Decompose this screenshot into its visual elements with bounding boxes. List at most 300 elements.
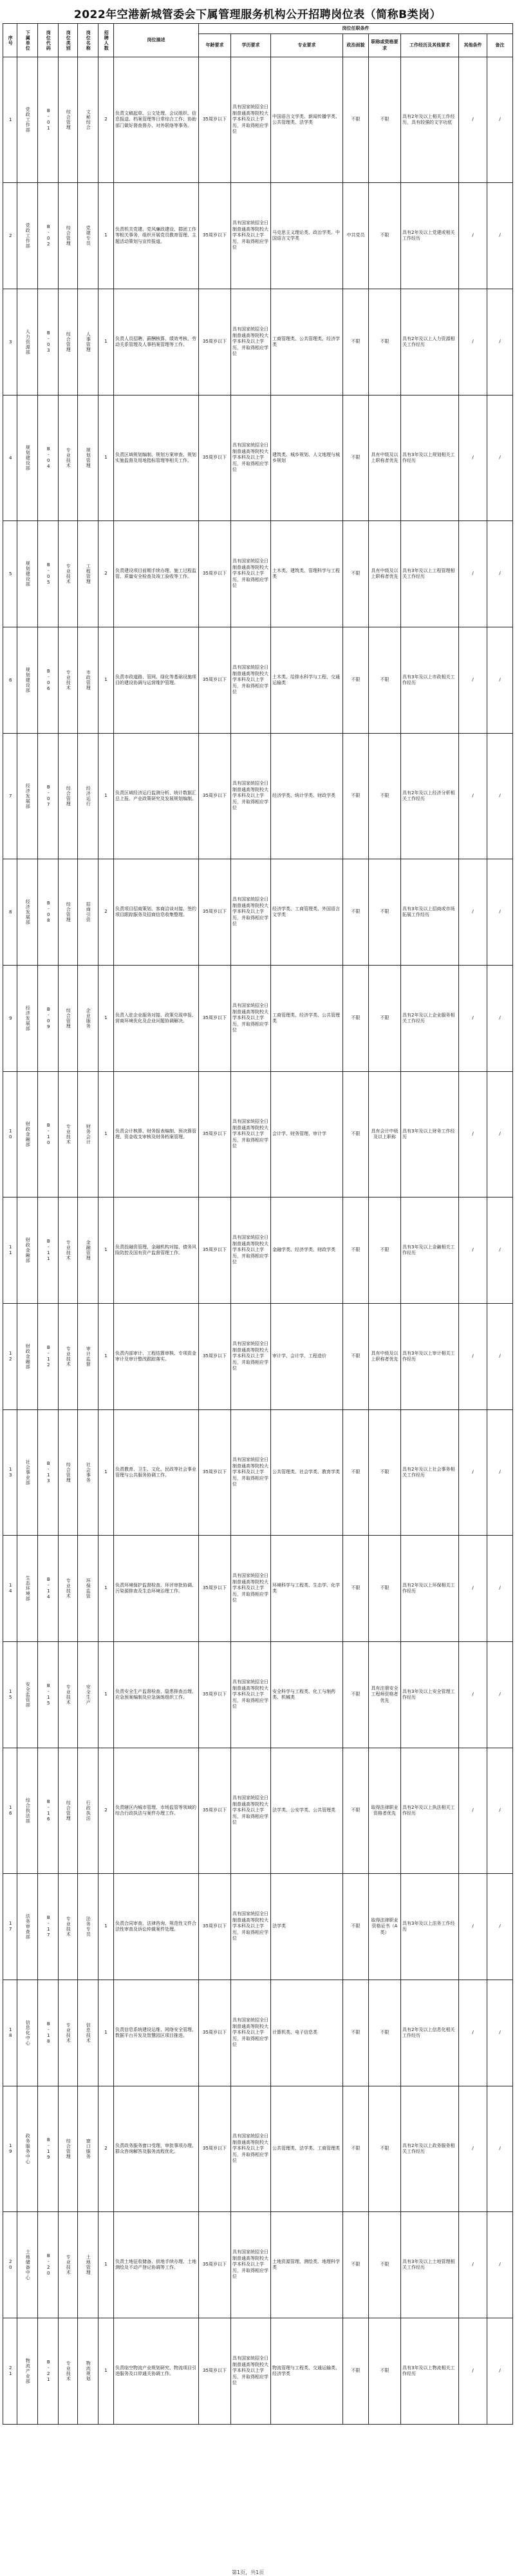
row-seq: 6	[3, 627, 17, 734]
header-political: 政治面貌	[343, 34, 369, 57]
header-note: 备注	[487, 34, 513, 57]
row-unit: 物流产业部	[17, 2318, 38, 2425]
row-other: /	[459, 1980, 487, 2086]
row-count: 2	[98, 1748, 114, 1874]
row-certificate: 不限	[369, 1536, 401, 1642]
row-note: /	[487, 627, 513, 734]
row-work-exp: 具有2年及以上企业服务相关工作经历	[401, 966, 459, 1072]
row-work-exp: 具有3年及以上法务工作经历	[401, 1874, 459, 1980]
row-count: 1	[98, 1197, 114, 1304]
row-post-name: 经济运行	[78, 734, 98, 859]
row-work-exp: 具有2年及以上执法相关工作经历	[401, 1748, 459, 1874]
row-education: 具有国家统招全日制普通高等院校大学本科及以上学历，并取得相应学位	[231, 521, 271, 627]
row-education: 具有国家统招全日制普通高等院校大学本科及以上学历，并取得相应学位	[231, 734, 271, 859]
row-unit: 社会事业部	[17, 1410, 38, 1536]
table-row	[3, 1748, 513, 1874]
row-note: /	[487, 734, 513, 859]
page-number: 第1页，共1页	[232, 2570, 265, 2575]
row-count: 1	[98, 1304, 114, 1410]
row-post-type: 综合管理	[59, 859, 78, 966]
row-political: 不限	[343, 1304, 369, 1410]
header-post-name: 岗位名称	[78, 24, 98, 57]
row-age: 35周岁以下	[199, 289, 231, 396]
row-note: /	[487, 1980, 513, 2086]
row-age: 35周岁以下	[199, 1197, 231, 1304]
row-post-name: 规划管理	[78, 396, 98, 521]
row-major: 物流管理与工程类、交通运输类、经济学类	[271, 2318, 343, 2425]
row-age: 35周岁以下	[199, 2318, 231, 2425]
row-post-type: 专业技术	[59, 1536, 78, 1642]
row-age: 35周岁以下	[199, 1304, 231, 1410]
row-work-exp: 具有2年及以上经济分析相关工作经历	[401, 734, 459, 859]
row-other: /	[459, 1410, 487, 1536]
row-count: 1	[98, 183, 114, 289]
row-post-name: 法务专员	[78, 1874, 98, 1980]
row-post-name: 市政管理	[78, 627, 98, 734]
row-post-type: 专业技术	[59, 1197, 78, 1304]
row-post-code: B-19	[38, 2086, 59, 2212]
row-work-exp: 具有2年及以上社会事务相关工作经历	[401, 1410, 459, 1536]
row-major: 安全科学与工程类、化工与制药类、机械类	[271, 1642, 343, 1748]
row-post-name: 党建专员	[78, 183, 98, 289]
row-count: 1	[98, 1072, 114, 1197]
row-seq: 14	[3, 1536, 17, 1642]
row-other: /	[459, 1874, 487, 1980]
row-count: 1	[98, 396, 114, 521]
row-unit: 生态环境部	[17, 1536, 38, 1642]
table-row	[3, 1980, 513, 2086]
table-row	[3, 2086, 513, 2212]
row-political: 中共党员	[343, 183, 369, 289]
row-post-code: B-11	[38, 1197, 59, 1304]
row-other: /	[459, 57, 487, 183]
row-work-exp: 具有3年及以上金融相关工作经历	[401, 1197, 459, 1304]
row-education: 具有国家统招全日制普通高等院校大学本科及以上学历，并取得相应学位	[231, 1980, 271, 2086]
row-political: 不限	[343, 1072, 369, 1197]
header-age: 年龄要求	[199, 34, 231, 57]
row-post-type: 综合管理	[59, 966, 78, 1072]
row-count: 2	[98, 859, 114, 966]
table-row	[3, 1410, 513, 1536]
header-count: 招聘人数	[98, 24, 114, 57]
row-note: /	[487, 859, 513, 966]
row-post-type: 专业技术	[59, 1072, 78, 1197]
row-note: /	[487, 1874, 513, 1980]
row-other: /	[459, 1642, 487, 1748]
row-work-exp: 具有3年及以上工程管理相关工作经历	[401, 521, 459, 627]
row-major: 审计学、会计学、工程造价	[271, 1304, 343, 1410]
row-post-name: 文秘综合	[78, 57, 98, 183]
row-education: 具有国家统招全日制普通高等院校大学本科及以上学历，并取得相应学位	[231, 57, 271, 183]
row-count: 1	[98, 2318, 114, 2425]
row-education: 具有国家统招全日制普通高等院校大学本科及以上学历，并取得相应学位	[231, 627, 271, 734]
row-other: /	[459, 966, 487, 1072]
row-political: 不限	[343, 1197, 369, 1304]
row-age: 35周岁以下	[199, 1072, 231, 1197]
row-note: /	[487, 2212, 513, 2318]
row-unit: 财政金融部	[17, 1304, 38, 1410]
row-education: 具有国家统招全日制普通高等院校大学本科及以上学历，并取得相应学位	[231, 2212, 271, 2318]
row-other: /	[459, 1304, 487, 1410]
row-major: 土木类、给排水科学与工程、交通运输类	[271, 627, 343, 734]
row-other: /	[459, 396, 487, 521]
row-major: 经济学类、工商管理类、外国语言文学类	[271, 859, 343, 966]
row-major: 计算机类、电子信息类	[271, 1980, 343, 2086]
row-certificate: 不限	[369, 183, 401, 289]
row-work-exp: 具有3年及以上招商或市场拓展工作经历	[401, 859, 459, 966]
row-post-code: B-12	[38, 1304, 59, 1410]
row-education: 具有国家统招全日制普通高等院校大学本科及以上学历，并取得相应学位	[231, 1304, 271, 1410]
row-seq: 15	[3, 1642, 17, 1748]
row-political: 不限	[343, 859, 369, 966]
row-post-name: 招商引资	[78, 859, 98, 966]
row-post-code: B-04	[38, 396, 59, 521]
row-major: 中国语言文学类、新闻传播学类、公共管理类、法学类	[271, 57, 343, 183]
row-count: 1	[98, 1642, 114, 1748]
row-unit: 党政工作部	[17, 57, 38, 183]
row-age: 35周岁以下	[199, 183, 231, 289]
row-seq: 18	[3, 1980, 17, 2086]
table-row	[3, 966, 513, 1072]
page-title: 2022年空港新城管委会下属管理服务机构公开招聘岗位表（简称B类岗）	[73, 8, 442, 21]
row-work-exp: 具有3年及以上审计相关工作经历	[401, 1304, 459, 1410]
row-age: 35周岁以下	[199, 57, 231, 183]
row-post-name: 财务会计	[78, 1072, 98, 1197]
row-certificate: 不限	[369, 57, 401, 183]
row-certificate: 取得法律职业资格证书（A类）	[369, 1874, 401, 1980]
row-work-exp: 具有2年及以上相关工作经历，具有较强的文字功底	[401, 57, 459, 183]
row-description: 负责临空物流产业规划研究、物流项目引进服务及口岸通关协调工作。	[114, 2318, 199, 2425]
row-note: /	[487, 1197, 513, 1304]
row-education: 具有国家统招全日制普通高等院校大学本科及以上学历，并取得相应学位	[231, 1536, 271, 1642]
table-row	[3, 57, 513, 183]
row-political: 不限	[343, 1536, 369, 1642]
row-post-name: 信息技术	[78, 1980, 98, 2086]
row-post-type: 综合管理	[59, 2086, 78, 2212]
row-count: 2	[98, 2086, 114, 2212]
row-certificate: 不限	[369, 627, 401, 734]
row-work-exp: 具有3年及以上财务工作经历	[401, 1072, 459, 1197]
row-work-exp: 具有3年及以上物流相关工作经历	[401, 2318, 459, 2425]
row-certificate: 不限	[369, 734, 401, 859]
row-work-exp: 具有3年及以上市政相关工作经历	[401, 627, 459, 734]
row-post-code: B-08	[38, 859, 59, 966]
row-description: 负责建设项目前期手续办理、施工过程监管、质量安全检查及竣工验收等工作。	[114, 521, 199, 627]
row-seq: 7	[3, 734, 17, 859]
row-seq: 13	[3, 1410, 17, 1536]
row-post-code: B-09	[38, 966, 59, 1072]
row-certificate: 具有中级及以上职称者优先	[369, 396, 401, 521]
row-unit: 综合执法部	[17, 1748, 38, 1874]
row-age: 35周岁以下	[199, 1748, 231, 1874]
row-other: /	[459, 627, 487, 734]
table-row	[3, 1197, 513, 1304]
row-post-code: B-18	[38, 1980, 59, 2086]
table-row	[3, 627, 513, 734]
row-education: 具有国家统招全日制普通高等院校大学本科及以上学历，并取得相应学位	[231, 1197, 271, 1304]
row-seq: 16	[3, 1748, 17, 1874]
row-major: 公共管理类、法学类、工商管理类	[271, 2086, 343, 2212]
row-work-exp: 具有3年及以上规划相关工作经历	[401, 396, 459, 521]
header-conditions: 岗位任职条件	[199, 24, 513, 34]
header-education: 学历要求	[231, 34, 271, 57]
row-post-code: B-05	[38, 521, 59, 627]
row-work-exp: 具有3年及以上安全管理工作经历	[401, 1642, 459, 1748]
row-note: /	[487, 521, 513, 627]
row-unit: 规划建设部	[17, 627, 38, 734]
row-political: 不限	[343, 521, 369, 627]
row-work-exp: 具有2年及以上党建或相关工作经历	[401, 183, 459, 289]
row-seq: 2	[3, 183, 17, 289]
row-unit: 财政金融部	[17, 1197, 38, 1304]
row-education: 具有国家统招全日制普通高等院校大学本科及以上学历，并取得相应学位	[231, 1072, 271, 1197]
row-post-name: 土地管理	[78, 2212, 98, 2318]
row-unit: 经济发展部	[17, 859, 38, 966]
row-age: 35周岁以下	[199, 396, 231, 521]
row-political: 不限	[343, 734, 369, 859]
table-row	[3, 2318, 513, 2425]
row-certificate: 不限	[369, 1980, 401, 2086]
row-post-code: B-14	[38, 1536, 59, 1642]
row-description: 负责安全生产监督检查、隐患排查治理、应急预案编制及应急演练组织工作。	[114, 1642, 199, 1748]
row-unit: 经济发展部	[17, 966, 38, 1072]
row-post-code: B-13	[38, 1410, 59, 1536]
row-description: 负责辖区内城市管理、市场监管等领域的综合行政执法与案件办理工作。	[114, 1748, 199, 1874]
row-count: 1	[98, 627, 114, 734]
table-row	[3, 1642, 513, 1748]
row-major: 马克思主义理论类、政治学类、中国语言文学类	[271, 183, 343, 289]
table-row	[3, 1304, 513, 1410]
row-education: 具有国家统招全日制普通高等院校大学本科及以上学历，并取得相应学位	[231, 183, 271, 289]
row-certificate: 取得法律职业资格者优先	[369, 1748, 401, 1874]
row-description: 负责区域经济运行监测分析、统计数据汇总上报、产业政策研究及发展规划编制。	[114, 734, 199, 859]
row-note: /	[487, 1748, 513, 1874]
row-description: 负责合同审查、法律咨询、规范性文件合法性审查及诉讼仲裁案件处理。	[114, 1874, 199, 1980]
row-description: 负责内部审计、工程结算审核、专项资金审计及审计整改跟踪落实。	[114, 1304, 199, 1410]
row-note: /	[487, 966, 513, 1072]
row-post-type: 专业技术	[59, 1642, 78, 1748]
row-education: 具有国家统招全日制普通高等院校大学本科及以上学历，并取得相应学位	[231, 859, 271, 966]
row-work-exp: 具有2年及以上政务服务相关工作经历	[401, 2086, 459, 2212]
row-post-type: 综合管理	[59, 57, 78, 183]
row-age: 35周岁以下	[199, 1980, 231, 2086]
row-education: 具有国家统招全日制普通高等院校大学本科及以上学历，并取得相应学位	[231, 1410, 271, 1536]
row-education: 具有国家统招全日制普通高等院校大学本科及以上学历，并取得相应学位	[231, 396, 271, 521]
row-age: 35周岁以下	[199, 859, 231, 966]
row-post-type: 专业技术	[59, 1874, 78, 1980]
row-other: /	[459, 183, 487, 289]
row-major: 会计学、财务管理、审计学	[271, 1072, 343, 1197]
row-age: 35周岁以下	[199, 2086, 231, 2212]
row-post-name: 人事管理	[78, 289, 98, 396]
row-post-name: 行政执法	[78, 1748, 98, 1874]
row-unit: 规划建设部	[17, 521, 38, 627]
row-major: 土地资源管理、测绘类、地理科学类	[271, 2212, 343, 2318]
row-description: 负责投融资管理、金融机构对接、债务风险防控及国有资产监督管理工作。	[114, 1197, 199, 1304]
row-certificate: 具有中级及以上职称者优先	[369, 1304, 401, 1410]
row-age: 35周岁以下	[199, 1410, 231, 1536]
row-certificate: 具有会计中级及以上职称	[369, 1072, 401, 1197]
header-certificate: 职称或资格要求	[369, 34, 401, 57]
row-seq: 4	[3, 396, 17, 521]
row-unit: 规划建设部	[17, 396, 38, 521]
row-education: 具有国家统招全日制普通高等院校大学本科及以上学历，并取得相应学位	[231, 2318, 271, 2425]
row-post-code: B-01	[38, 57, 59, 183]
row-major: 金融学类、经济学类、财政学类	[271, 1197, 343, 1304]
table-row	[3, 289, 513, 396]
row-post-name: 环保监管	[78, 1536, 98, 1642]
row-education: 具有国家统招全日制普通高等院校大学本科及以上学历，并取得相应学位	[231, 1748, 271, 1874]
row-description: 负责项目招商策划、客商洽谈对接、签约项目跟踪服务及招商信息收集整理。	[114, 859, 199, 966]
row-post-name: 企业服务	[78, 966, 98, 1072]
row-major: 经济学类、统计学类、财政学类	[271, 734, 343, 859]
row-unit: 人力资源部	[17, 289, 38, 396]
row-other: /	[459, 2086, 487, 2212]
row-unit: 土地储备中心	[17, 2212, 38, 2318]
row-post-name: 金融管理	[78, 1197, 98, 1304]
row-other: /	[459, 1748, 487, 1874]
row-post-type: 综合管理	[59, 183, 78, 289]
row-description: 负责人员招聘、薪酬核算、绩效考核、劳动关系管理及人事档案管理等工作。	[114, 289, 199, 396]
row-unit: 财政金融部	[17, 1072, 38, 1197]
row-note: /	[487, 1410, 513, 1536]
header-post-code: 岗位代码	[38, 24, 59, 57]
row-note: /	[487, 183, 513, 289]
row-major: 工商管理类、经济学类、公共管理类	[271, 966, 343, 1072]
row-political: 不限	[343, 1642, 369, 1748]
row-count: 2	[98, 57, 114, 183]
row-other: /	[459, 1197, 487, 1304]
row-note: /	[487, 1536, 513, 1642]
header-work-exp: 工作经历及其他要求	[401, 34, 459, 57]
row-post-name: 安全生产	[78, 1642, 98, 1748]
row-count: 1	[98, 2212, 114, 2318]
row-count: 1	[98, 1874, 114, 1980]
row-unit: 政务服务中心	[17, 2086, 38, 2212]
row-post-type: 专业技术	[59, 1980, 78, 2086]
row-post-code: B-10	[38, 1072, 59, 1197]
table-body	[3, 57, 513, 2425]
row-seq: 11	[3, 1197, 17, 1304]
row-political: 不限	[343, 1874, 369, 1980]
row-description: 负责政务服务窗口受理、审批事项办理、群众咨询解答及服务流程优化。	[114, 2086, 199, 2212]
row-post-type: 综合管理	[59, 1748, 78, 1874]
row-unit: 党政工作部	[17, 183, 38, 289]
table-row	[3, 1072, 513, 1197]
header-major: 专业要求	[271, 34, 343, 57]
row-major: 公共管理类、社会学类、教育学类	[271, 1410, 343, 1536]
row-post-name: 窗口服务	[78, 2086, 98, 2212]
row-political: 不限	[343, 2212, 369, 2318]
row-political: 不限	[343, 1410, 369, 1536]
row-political: 不限	[343, 2318, 369, 2425]
row-post-type: 专业技术	[59, 1304, 78, 1410]
row-other: /	[459, 1536, 487, 1642]
row-work-exp: 具有2年及以上信息化相关工作经历	[401, 1980, 459, 2086]
row-age: 35周岁以下	[199, 1642, 231, 1748]
row-other: /	[459, 2318, 487, 2425]
row-seq: 9	[3, 966, 17, 1072]
row-post-type: 专业技术	[59, 627, 78, 734]
row-note: /	[487, 1072, 513, 1197]
row-certificate: 不限	[369, 2086, 401, 2212]
row-education: 具有国家统招全日制普通高等院校大学本科及以上学历，并取得相应学位	[231, 966, 271, 1072]
row-description: 负责机关党建、党风廉政建设、群团工作等相关事务，组织开展党员教育管理、主题活动策划与宣传报道。	[114, 183, 199, 289]
row-age: 35周岁以下	[199, 627, 231, 734]
header-other: 其他条件	[459, 34, 487, 57]
row-seq: 21	[3, 2318, 17, 2425]
row-post-name: 物流规划	[78, 2318, 98, 2425]
row-political: 不限	[343, 1980, 369, 2086]
row-post-code: B-02	[38, 183, 59, 289]
row-seq: 5	[3, 521, 17, 627]
header-seq: 序号	[3, 24, 17, 57]
row-post-code: B-15	[38, 1642, 59, 1748]
row-political: 不限	[343, 57, 369, 183]
row-education: 具有国家统招全日制普通高等院校大学本科及以上学历，并取得相应学位	[231, 1642, 271, 1748]
row-note: /	[487, 289, 513, 396]
row-major: 法学类	[271, 1874, 343, 1980]
row-other: /	[459, 2212, 487, 2318]
row-education: 具有国家统招全日制普通高等院校大学本科及以上学历，并取得相应学位	[231, 2086, 271, 2212]
row-political: 不限	[343, 396, 369, 521]
row-post-code: B-16	[38, 1748, 59, 1874]
row-seq: 1	[3, 57, 17, 183]
row-other: /	[459, 289, 487, 396]
row-post-type: 综合管理	[59, 289, 78, 396]
row-political: 不限	[343, 1748, 369, 1874]
row-age: 35周岁以下	[199, 1874, 231, 1980]
row-unit: 法务审查部	[17, 1874, 38, 1980]
row-work-exp: 具有3年及以上土地管理相关工作经历	[401, 2212, 459, 2318]
row-description: 负责教育、卫生、文化、民政等社会事业管理与公共服务协调工作。	[114, 1410, 199, 1536]
row-seq: 20	[3, 2212, 17, 2318]
row-major: 建筑类、城乡规划、人文地理与城乡规划	[271, 396, 343, 521]
row-political: 不限	[343, 627, 369, 734]
row-unit: 信息化中心	[17, 1980, 38, 2086]
header-description: 岗位描述	[114, 24, 199, 57]
row-certificate: 不限	[369, 2318, 401, 2425]
table-row	[3, 859, 513, 966]
row-seq: 8	[3, 859, 17, 966]
row-age: 35周岁以下	[199, 966, 231, 1072]
row-note: /	[487, 2318, 513, 2425]
row-count: 1	[98, 1536, 114, 1642]
row-other: /	[459, 1072, 487, 1197]
row-age: 35周岁以下	[199, 2212, 231, 2318]
row-post-code: B-20	[38, 2212, 59, 2318]
row-certificate: 具有注册安全工程师资格者优先	[369, 1642, 401, 1748]
row-major: 法学类、公安学类、公共管理类	[271, 1748, 343, 1874]
row-certificate: 不限	[369, 859, 401, 966]
row-age: 35周岁以下	[199, 521, 231, 627]
row-unit: 安全监管部	[17, 1642, 38, 1748]
row-description: 负责会计核算、财务报表编制、预决算管理、资金收支审核及财务档案管理。	[114, 1072, 199, 1197]
row-count: 1	[98, 289, 114, 396]
row-unit: 经济发展部	[17, 734, 38, 859]
row-post-code: B-06	[38, 627, 59, 734]
row-certificate: 不限	[369, 2212, 401, 2318]
row-other: /	[459, 859, 487, 966]
row-note: /	[487, 1642, 513, 1748]
row-seq: 19	[3, 2086, 17, 2212]
row-post-type: 专业技术	[59, 2318, 78, 2425]
row-certificate: 不限	[369, 1410, 401, 1536]
row-post-type: 专业技术	[59, 521, 78, 627]
row-age: 35周岁以下	[199, 1536, 231, 1642]
row-major: 环境科学与工程类、生态学、化学类	[271, 1536, 343, 1642]
row-post-type: 综合管理	[59, 1410, 78, 1536]
